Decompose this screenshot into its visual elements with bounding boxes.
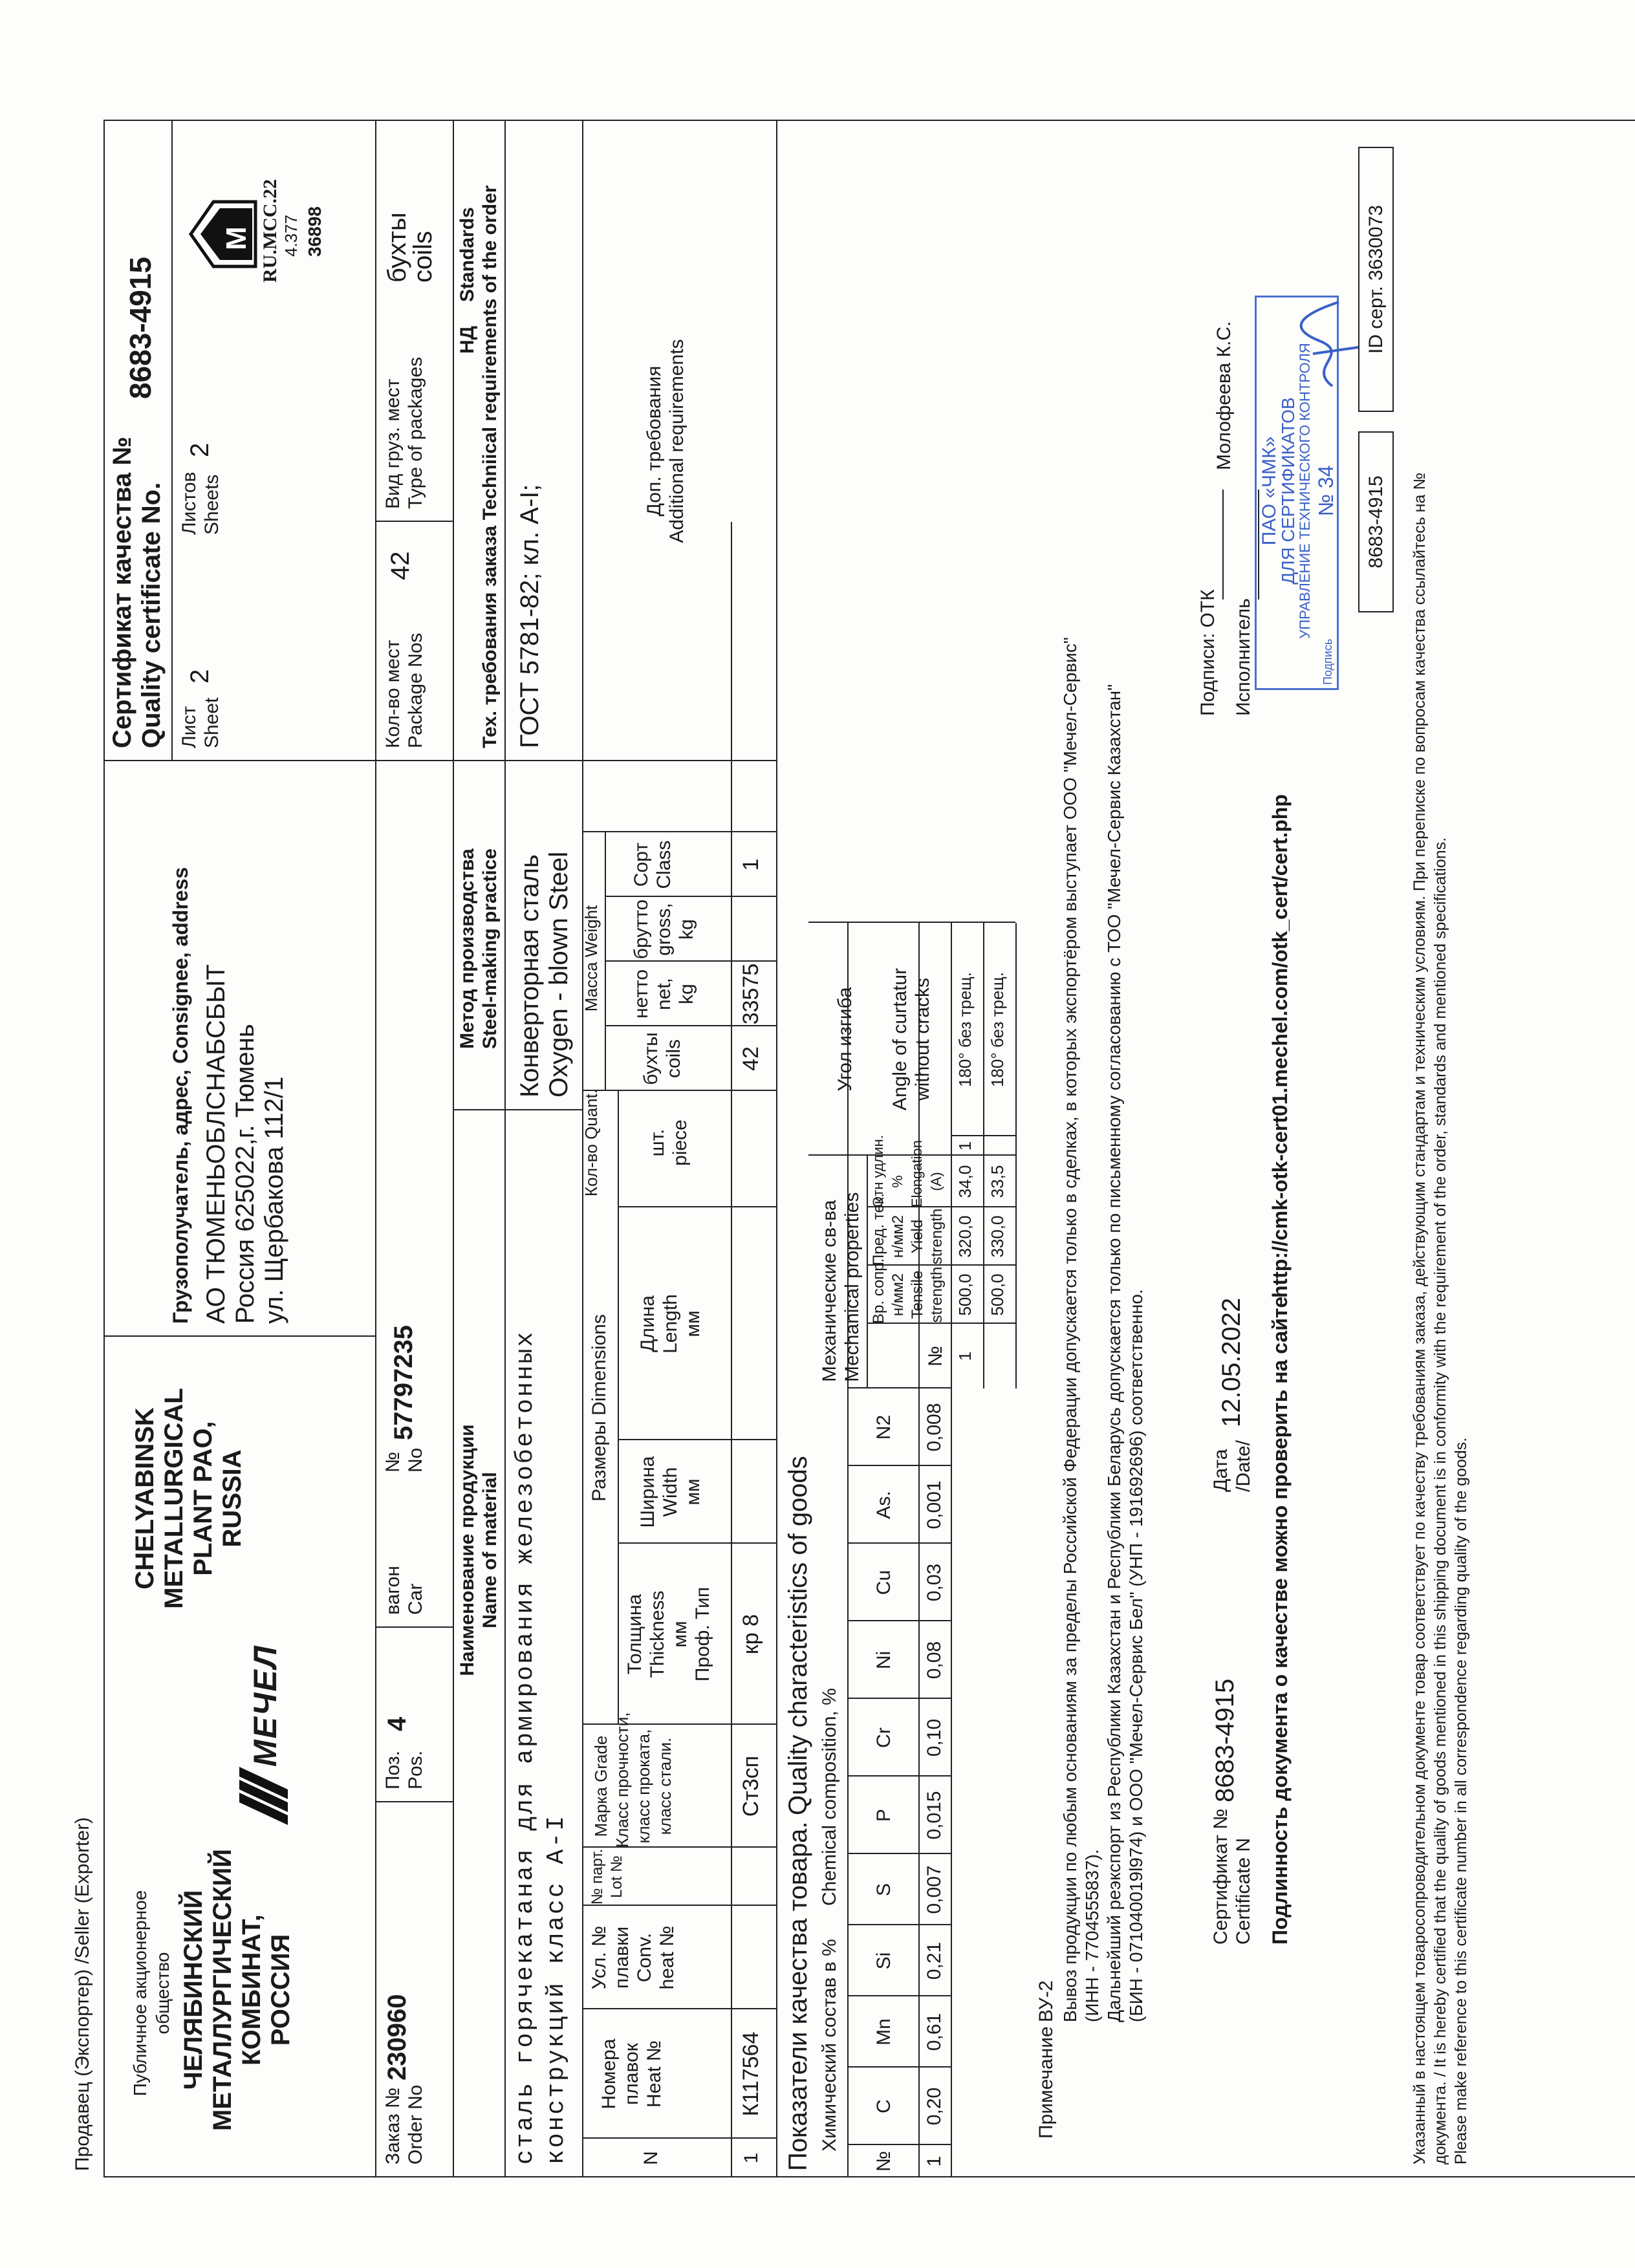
order-no: 230960 bbox=[383, 1994, 411, 2080]
gh-width-0: Ширина bbox=[637, 1456, 658, 1528]
standards-label-ru: НД bbox=[457, 325, 478, 354]
stamp-line3: УПРАВЛЕНИЕ ТЕХНИЧЕСКОГО КОНТРОЛЯ bbox=[1297, 343, 1313, 639]
gh-length-1: Length bbox=[660, 1294, 681, 1354]
chem-h-7: Ni bbox=[873, 1650, 894, 1670]
seller-name-ru-2: МЕТАЛЛУРГИЧЕСКИЙ bbox=[208, 1849, 237, 2131]
material-name-2: конструкций класс A-I bbox=[543, 1814, 570, 2165]
notes-code: ВУ-2 bbox=[1035, 1980, 1057, 2022]
goods-row-bottom bbox=[776, 121, 777, 2177]
seller-name-ru-4: РОССИЯ bbox=[266, 1934, 295, 2046]
chem-h-6: Cr bbox=[873, 1727, 894, 1748]
mech-r1-tensile: 500,0 bbox=[955, 1273, 975, 1316]
logo-text: МЕЧЕЛ bbox=[247, 1645, 283, 1767]
mech-h-no: № bbox=[925, 1345, 946, 1367]
standards-label-en: Standards bbox=[457, 207, 478, 302]
seller-org-type: Публичное акционерное bbox=[130, 1890, 150, 2097]
gr-coils: 42 bbox=[739, 1046, 763, 1071]
mech-r2-tensile: 500,0 bbox=[988, 1273, 1007, 1316]
tech-requirements: Тех. требования заказа Techniical requirements of the order bbox=[479, 185, 501, 748]
car-no-label-en: No bbox=[405, 1447, 426, 1473]
sheets-value: 2 bbox=[186, 442, 214, 457]
disclaimer-3: Please make reference to this certificate number in all correspondence regarding quality of the goods. bbox=[1452, 1437, 1470, 2165]
material-div-1 bbox=[453, 1109, 582, 1110]
sheet-value: 2 bbox=[186, 669, 214, 684]
gh-piece-0: шт. bbox=[647, 1129, 668, 1157]
cert-title-en: Quality certificate No. bbox=[137, 482, 166, 748]
seller-name-en-3: PLANT PAO, bbox=[189, 1421, 217, 1576]
method-ru: Конверторная сталь bbox=[515, 854, 544, 1097]
disclaimer-2: документа. / It is hereby certified that the quality of goods mentioned in this shipping document is in conformity with the requirement of the order, standards and mentioned specifications. bbox=[1431, 837, 1449, 2165]
chem-h-8: Cu bbox=[873, 1570, 894, 1595]
notes-line2: (ИНН - 7704555837). bbox=[1082, 1849, 1102, 2022]
gh-heat-0: Номера bbox=[598, 2038, 620, 2110]
chem-h-3: Si bbox=[873, 1952, 894, 1970]
gh-coils-1: coils bbox=[663, 1039, 684, 1079]
seller-label: Продавец (Экспортер) /Seller (Exporter) bbox=[72, 1817, 93, 2171]
sheet-label-en: Sheet bbox=[201, 697, 222, 748]
gh-class-1: Class bbox=[653, 840, 675, 889]
gh-lot-1: Lot № bbox=[608, 1855, 625, 1898]
mech-h-elong-1: % bbox=[889, 1175, 905, 1188]
verify-url[interactable]: http://cmk-otk-cert01.mechel.com/otk_cert/cert.php bbox=[1268, 794, 1292, 1298]
gr-class: 1 bbox=[739, 858, 763, 871]
gh-net-0: нетто bbox=[631, 969, 652, 1019]
gh-net-1: net, bbox=[653, 977, 675, 1011]
mech-h-elong-0: Отн удлин. bbox=[870, 1135, 886, 1207]
chem-v-1: 0,20 bbox=[924, 2087, 945, 2126]
chem-v-0: 1 bbox=[924, 2155, 945, 2167]
gh-n: N bbox=[640, 2151, 662, 2165]
gh-conv-1: плавки bbox=[611, 1926, 633, 1989]
mech-h-yield-2: Yield bbox=[909, 1219, 926, 1254]
cert-mark-2: 4.377 bbox=[281, 214, 301, 257]
material-label-en: Name of material bbox=[479, 1472, 501, 1628]
order-label-ru: Заказ № bbox=[382, 2087, 404, 2165]
material-div-2 bbox=[453, 760, 582, 761]
sheets-label-ru: Листов bbox=[179, 471, 200, 535]
chem-h-2: Mn bbox=[873, 2018, 894, 2046]
notes-line1: Вывоз продукции по любым основаниям за пределы Российской Федерации допускается только в сделках, в которых экспортёром выступает ООО "Мечел-Сервис" bbox=[1060, 637, 1080, 2022]
mech-h-tensile-2: Tensile bbox=[909, 1270, 926, 1319]
gh-conv-3: heat № bbox=[656, 1925, 678, 1990]
gh-grade-1: Класс прочности, bbox=[612, 1712, 632, 1848]
quality-title-ru: Показатели качества товара. bbox=[784, 1821, 812, 2171]
method-en: Oxygen - blown Steel bbox=[545, 851, 573, 1097]
chem-h-4: S bbox=[873, 1883, 894, 1897]
mech-row2-bottom bbox=[983, 923, 984, 1388]
car-no-label-ru: № bbox=[382, 1451, 404, 1473]
certification-mark bbox=[188, 199, 259, 270]
mech-h-yield-0: Пред. тек. bbox=[870, 1193, 887, 1266]
mech-h-tensile-0: Вр. сопр. bbox=[870, 1258, 887, 1324]
mech-r1-yield: 320,0 bbox=[955, 1215, 975, 1258]
chem-v-9: 0,001 bbox=[924, 1480, 945, 1529]
footer-date-label-ru: Дата bbox=[1210, 1449, 1231, 1492]
order-row-bottom bbox=[453, 121, 454, 2177]
standard-value: ГОСТ 5781-82; кл. А-I; bbox=[515, 484, 544, 748]
chem-v-2: 0,61 bbox=[924, 2013, 945, 2051]
chem-label-ru: Химический состав в % bbox=[819, 1939, 840, 2152]
gh-dimensions: Размеры Dimensions bbox=[589, 1314, 610, 1502]
mechel-logo bbox=[233, 1645, 291, 1828]
material-label-ru: Наименование продукции bbox=[457, 1424, 478, 1676]
disclaimer-1: Указанный в настоящем товаросопроводительном документе товар соответствует по качеству требованиям заказа, действующим стандартам и техническим условиям. При переписке по вопросам качества ссылайтесь на № bbox=[1411, 472, 1429, 2165]
order-div-4 bbox=[375, 521, 453, 522]
pos-label-ru: Поз. bbox=[382, 1751, 404, 1789]
pack-type-ru: бухты bbox=[383, 212, 411, 283]
chem-v-3: 0,21 bbox=[924, 1941, 945, 1980]
cert-mark-3: 36898 bbox=[305, 206, 325, 257]
mech-r2-elong: 33,5 bbox=[988, 1165, 1007, 1198]
goods-header-bottom bbox=[731, 522, 732, 2177]
seller-name-en-4: RUSSIA bbox=[218, 1449, 246, 1548]
sheets-label-en: Sheets bbox=[201, 474, 222, 535]
gh-gross-0: брутто bbox=[631, 899, 652, 960]
quant-weight-subline bbox=[605, 832, 606, 1091]
notes-label: Примечание bbox=[1035, 2026, 1057, 2139]
chem-h-0: № bbox=[873, 2150, 894, 2172]
seller-org-type2: общество bbox=[153, 1952, 173, 2035]
chem-v-4: 0,007 bbox=[924, 1865, 945, 1914]
mech-h-yield-3: strength bbox=[928, 1208, 946, 1265]
mech-r1-no: 1 bbox=[955, 1351, 975, 1361]
footer-cert-label-ru: Сертификат № bbox=[1210, 1808, 1231, 1945]
chem-h-9: As. bbox=[873, 1491, 894, 1519]
chem-v-7: 0,08 bbox=[924, 1641, 945, 1679]
stamp-line5: Подпись bbox=[1321, 638, 1334, 685]
gh-piece-1: piece bbox=[669, 1119, 691, 1166]
mech-r1-elong: 34,0 bbox=[955, 1165, 975, 1198]
gh-conv-0: Усл. № bbox=[589, 1925, 610, 1990]
chem-v-6: 0,10 bbox=[924, 1718, 945, 1757]
pack-type-en: coils bbox=[409, 230, 437, 283]
chem-h-5: P bbox=[873, 1809, 894, 1822]
gh-width-1: Width bbox=[660, 1467, 681, 1517]
executor-name: Молофеева К.С. bbox=[1213, 321, 1235, 470]
box-cert-number: 8683-4915 bbox=[1365, 475, 1387, 568]
gh-heat-2: Heat № bbox=[644, 2040, 665, 2108]
cert-title-ru: Сертификат качества № bbox=[108, 437, 136, 748]
gr-n: 1 bbox=[741, 2152, 762, 2164]
stamp-line2: ДЛЯ СЕРТИФИКАТОВ bbox=[1278, 397, 1298, 585]
chem-h-1: C bbox=[873, 2099, 894, 2113]
packages-value: 42 bbox=[386, 551, 415, 580]
seller-name-en-1: CHELYABINSK bbox=[131, 1407, 159, 1590]
material-name-1: сталь горячекатаная для армирования железобетонных bbox=[512, 1330, 539, 2165]
chem-v-5: 0,015 bbox=[924, 1791, 945, 1840]
seller-name-ru-3: КОМБИНАТ, bbox=[237, 1914, 266, 2066]
stamp-line1: ПАО «ЧМК» bbox=[1259, 436, 1280, 546]
pos-value: 4 bbox=[383, 1716, 411, 1731]
mech-r2-yield: 330,0 bbox=[988, 1215, 1007, 1258]
method-label-en: Steel-making practice bbox=[479, 848, 501, 1050]
gr-grade: Ст3сп bbox=[739, 1755, 763, 1817]
gh-grade-3: класс стали. bbox=[655, 1737, 675, 1835]
dim-subline bbox=[618, 1091, 619, 1725]
mech-h-yield-1: н/мм2 bbox=[889, 1215, 907, 1258]
gh-thickness-1: Thickness bbox=[647, 1590, 668, 1678]
gh-class-0: Сорт bbox=[631, 842, 652, 887]
mech-bottom bbox=[1015, 923, 1017, 1388]
car-no: 57797235 bbox=[389, 1325, 418, 1440]
quality-title-en: Quality characteristics of goods bbox=[784, 1456, 812, 1815]
header-divider-2 bbox=[103, 760, 375, 761]
executor-label: Исполнитель bbox=[1233, 598, 1254, 716]
mech-h-elong-2: Elongation bbox=[909, 1140, 925, 1207]
gh-thickness-0: Толщина bbox=[624, 1593, 645, 1675]
packages-label-ru: Кол-во мест bbox=[382, 640, 404, 748]
box-cert-id: ID серт. 3630073 bbox=[1365, 205, 1387, 354]
material-header-bottom bbox=[504, 121, 506, 2177]
mech-h-bend-2: without cracks bbox=[912, 977, 933, 1101]
car-label-en: Car bbox=[405, 1583, 426, 1615]
chem-h-10: N2 bbox=[873, 1414, 894, 1440]
cert-id-box bbox=[1358, 147, 1394, 412]
gh-grade-2: класс проката, bbox=[634, 1729, 653, 1844]
chem-v-8: 0,03 bbox=[924, 1563, 945, 1602]
svg-text:M: M bbox=[221, 226, 252, 250]
gr-profile: кр 8 bbox=[739, 1614, 763, 1655]
gh-width-2: мм bbox=[682, 1478, 704, 1506]
stamp-line4: № 34 bbox=[1314, 465, 1337, 517]
mech-label-ru: Механические св-ва bbox=[819, 1200, 840, 1382]
gh-conv-2: Conv. bbox=[634, 1932, 655, 1983]
pack-type-label-en: Type of packages bbox=[405, 356, 426, 509]
gh-weight: Масса Weight bbox=[581, 905, 601, 1012]
gh-thickness-2: мм bbox=[669, 1621, 691, 1648]
cert-mark-1: RU.MCC.22 bbox=[259, 179, 281, 283]
gh-quant: Кол-во Quant. bbox=[581, 1088, 601, 1197]
header-bottom-line bbox=[375, 121, 376, 2177]
consignee-line2: Россия 625022,г. Тюмень bbox=[231, 1024, 259, 1324]
cert-number-box bbox=[1358, 431, 1394, 612]
signatures-label: Подписи: ОТК bbox=[1197, 589, 1218, 716]
gh-additional-1: Additional requirements bbox=[666, 339, 688, 543]
order-div-2 bbox=[375, 1626, 453, 1628]
mech-h-elong-3: (A) bbox=[928, 1172, 944, 1191]
gh-lot-0: № парт. bbox=[589, 1848, 606, 1905]
gh-thickness-3: Проф. Тип bbox=[692, 1586, 713, 1682]
mech-label-en: Mechanical properties bbox=[841, 1192, 863, 1382]
order-label-en: Order No bbox=[405, 2084, 426, 2165]
gh-coils-0: бухты bbox=[640, 1032, 662, 1085]
consignee-label: Грузополучатель, адрес, Consignee, address bbox=[169, 867, 192, 1324]
method-label-ru: Метод производства bbox=[457, 848, 478, 1049]
gh-additional-0: Доп. требования bbox=[644, 365, 665, 517]
gr-net: 33575 bbox=[739, 963, 763, 1025]
packages-label-en: Package Nos bbox=[405, 632, 426, 748]
car-label-ru: вагон bbox=[382, 1566, 404, 1615]
gh-grade-0: Марка Grade bbox=[591, 1735, 611, 1837]
notes-line4: (БИН - 071040019l974) и ООО "Мечел-Сервис Бел" (УНП - 191692696) соответственно. bbox=[1126, 1289, 1146, 2022]
footer-cert-no: 8683-4915 bbox=[1211, 1678, 1239, 1802]
gh-length-0: Длина bbox=[637, 1295, 658, 1352]
chem-v-10: 0,008 bbox=[924, 1403, 945, 1452]
verify-text: Подлинность документа о качестве можно проверить на сайте bbox=[1268, 1296, 1292, 1945]
mech-h-tensile-1: н/мм2 bbox=[889, 1273, 907, 1317]
mech-row1-bottom bbox=[951, 923, 952, 1388]
mech-r1-bend-no: 1 bbox=[955, 1141, 975, 1151]
gr-heat: К117564 bbox=[739, 2031, 763, 2117]
gh-gross-2: kg bbox=[676, 919, 697, 940]
consignee-line3: ул. Щербакова 112/1 bbox=[260, 1076, 288, 1324]
mech-r1-bend: 180° без трещ. bbox=[955, 971, 975, 1088]
cert-number: 8683-4915 bbox=[124, 257, 157, 399]
right-frame-line bbox=[103, 120, 1635, 121]
certification-mark-icon bbox=[188, 199, 259, 270]
mech-h-tensile-3: strength bbox=[928, 1266, 946, 1323]
seller-name-en-2: METALLURGICAL bbox=[160, 1388, 188, 1609]
gh-gross-1: gross, bbox=[653, 903, 675, 956]
pack-type-label-ru: Вид груз. мест bbox=[382, 378, 404, 509]
order-div-3 bbox=[375, 760, 453, 761]
gh-length-2: мм bbox=[682, 1310, 704, 1337]
consignee-line1: АО ТЮМЕНЬОБЛСНАБСБЫТ bbox=[202, 964, 230, 1324]
notes-line3: Дальнейший реэкспорт из Республики Казахстан и Республики Беларусь допускается только по письменному согласованию с ТОО "Мечел-Сервис Казахстан" bbox=[1104, 684, 1124, 2022]
header-top-line bbox=[103, 121, 105, 2177]
handwritten-signature-icon bbox=[1294, 296, 1365, 393]
gh-heat-1: плавок bbox=[621, 2043, 642, 2105]
mech-r2-bend: 180° без трещ. bbox=[988, 971, 1007, 1088]
footer-date: 12.05.2022 bbox=[1217, 1297, 1246, 1427]
footer-cert-label-en: Certificate N bbox=[1233, 1837, 1254, 1945]
footer-date-label-en: /Date/ bbox=[1233, 1440, 1254, 1492]
otk-signature-line bbox=[1222, 490, 1224, 599]
order-div-1 bbox=[375, 1801, 453, 1802]
pos-label-en: Pos. bbox=[405, 1750, 426, 1789]
seller-name-ru-1: ЧЕЛЯБИНСКИЙ bbox=[179, 1890, 208, 2090]
mech-sub-top bbox=[867, 1156, 868, 1388]
mech-h-bend-1: Angle of curtatur bbox=[889, 967, 911, 1111]
sheet-label-ru: Лист bbox=[179, 706, 200, 748]
header-divider-1 bbox=[103, 1335, 375, 1337]
chem-label-en: Chemical composition, % bbox=[819, 1688, 840, 1906]
gh-net-2: kg bbox=[676, 984, 697, 1004]
mech-h-bend-0: Угол изгиба bbox=[834, 987, 856, 1092]
cert-title-underline bbox=[171, 121, 173, 761]
